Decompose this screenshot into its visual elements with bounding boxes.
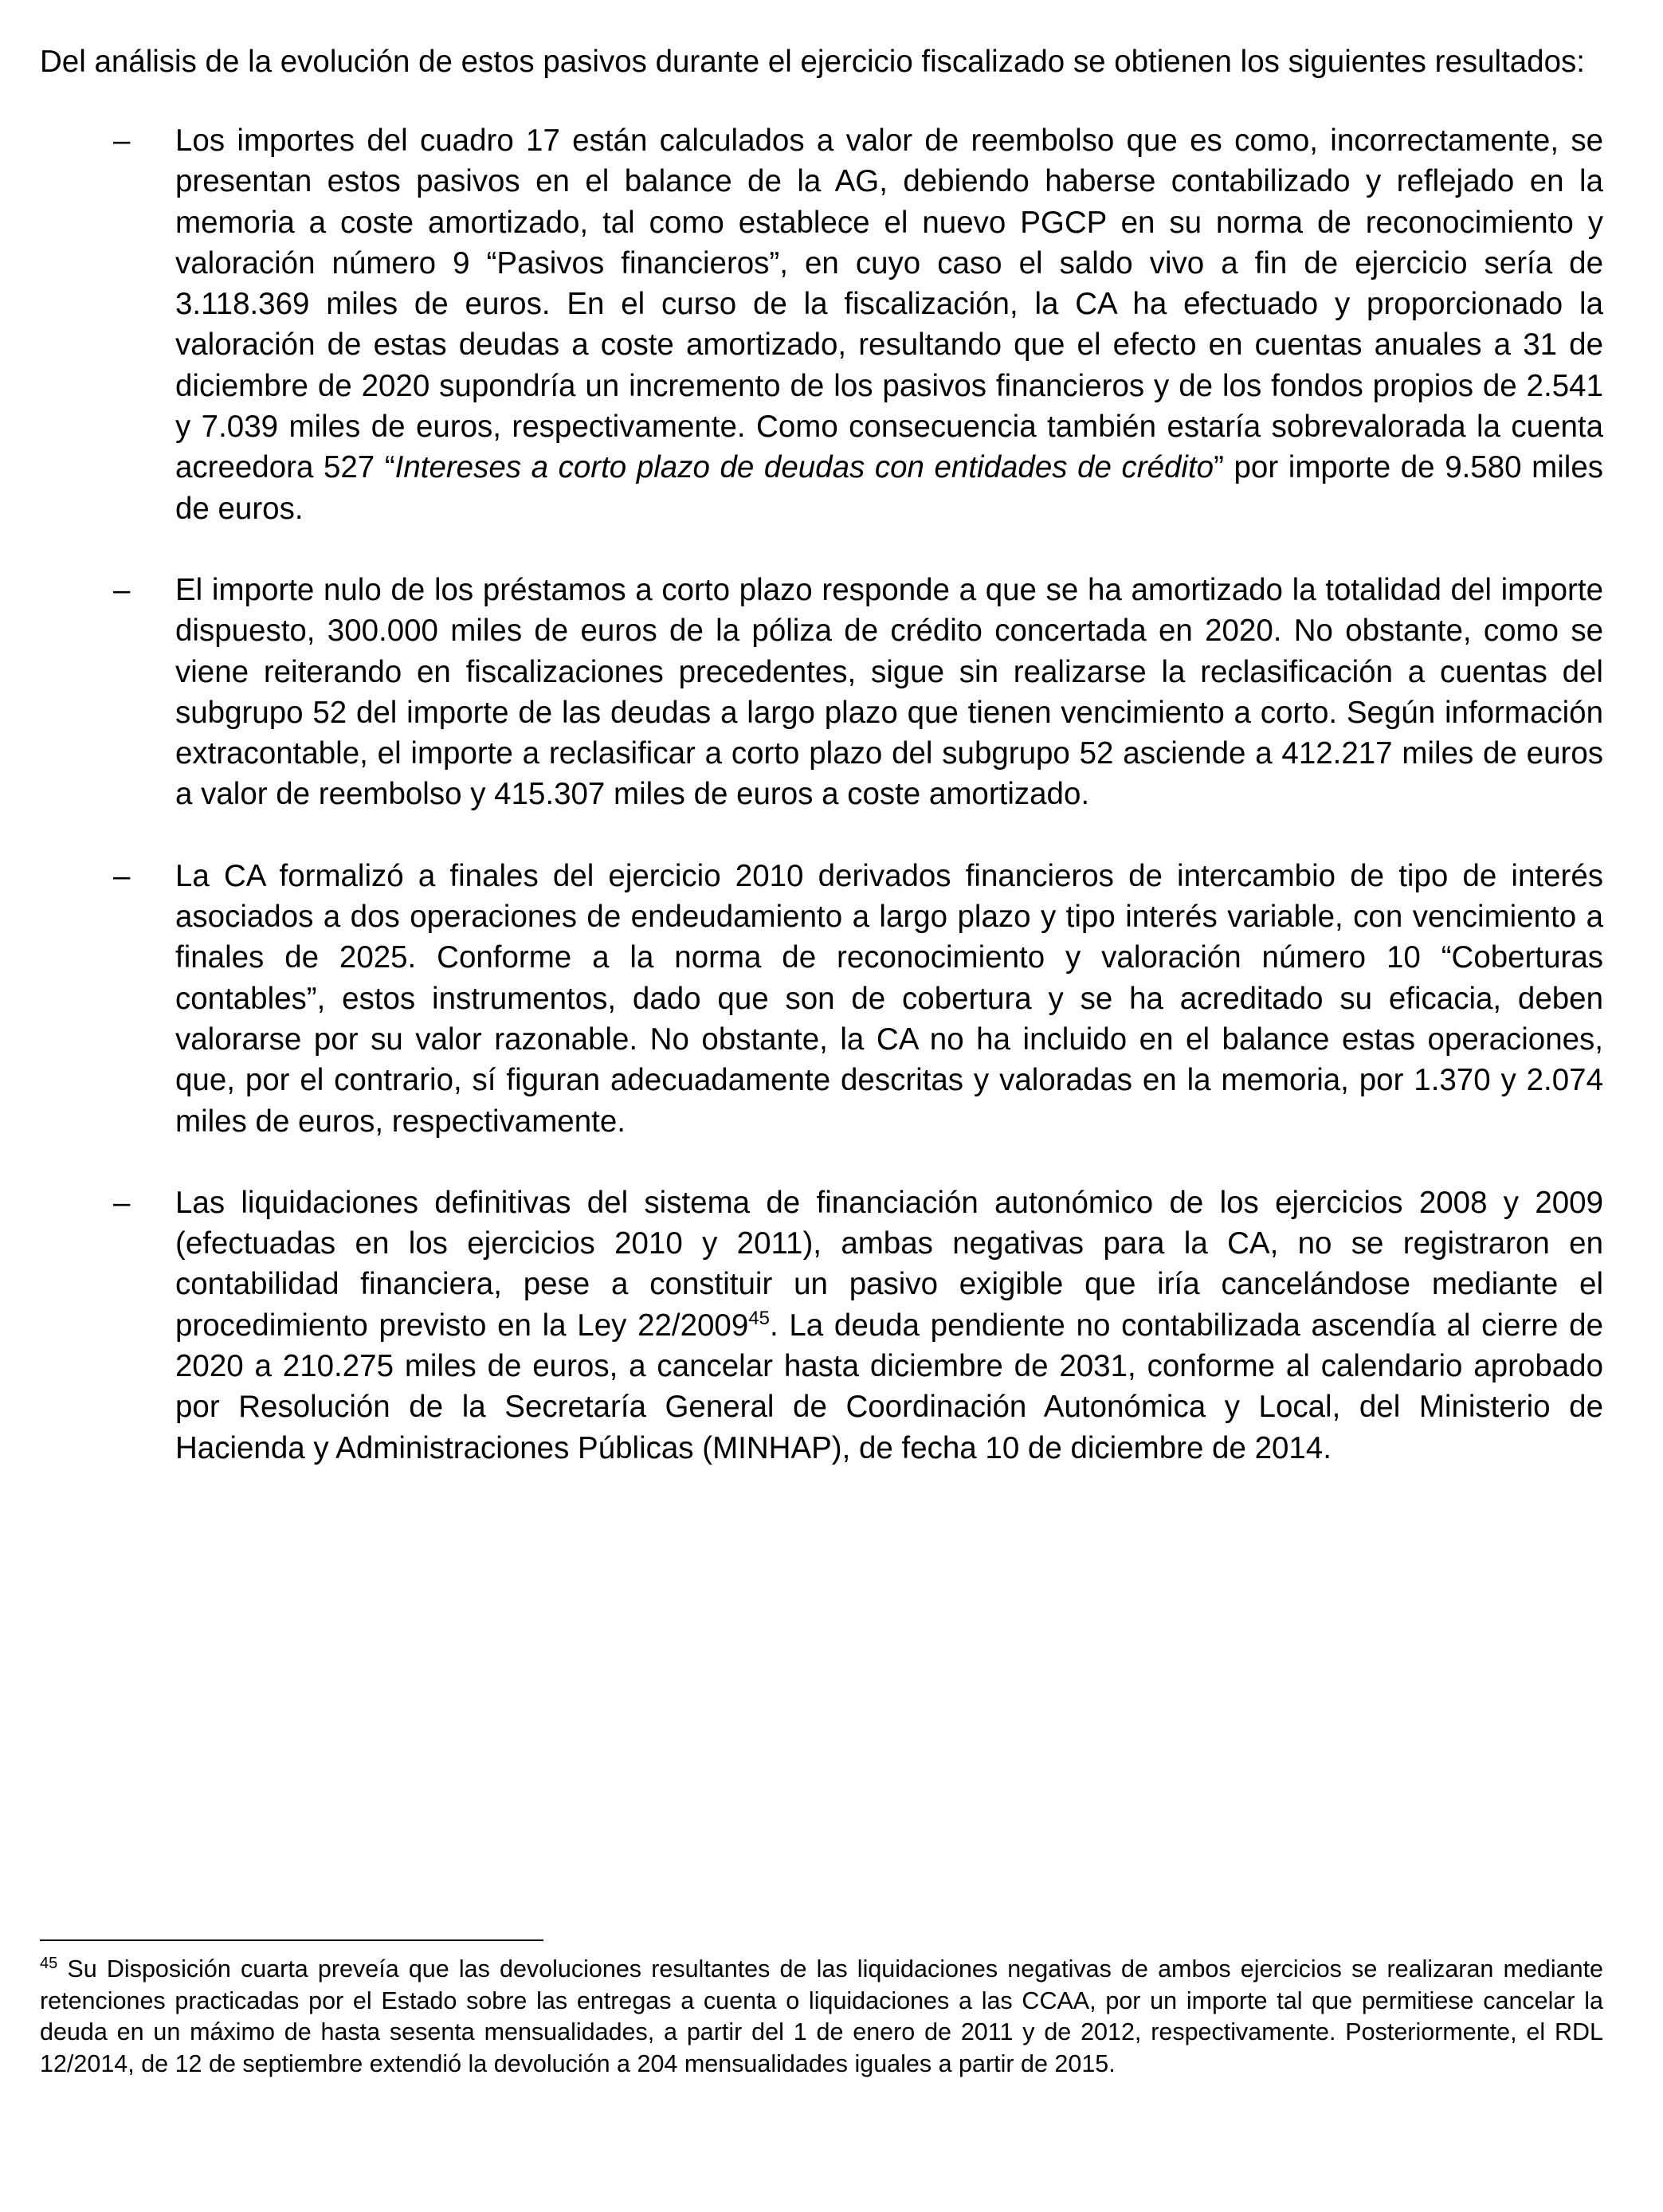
footnote-text: Su Disposición cuarta preveía que las devoluciones resultantes de las liquidaciones negativas de ambos ejercicios se realizaran mediante retenciones practicadas por el Estado sobre las entregas a cuenta o liquidaciones a las CCAA, por un importe tal que permitiese cancelar la deuda en un máximo de hasta sesenta mensualidades, a partir del 1 de enero de 2011 y de 2012, respectivamente. Posteriormente, el RDL 12/2014, de 12 de septiembre extendió la devolución a 204 mensualidades iguales a partir de 2015. bbox=[40, 1955, 1604, 2077]
list-item bbox=[40, 570, 1603, 815]
list-item bbox=[40, 1182, 1603, 1469]
footnote-separator bbox=[40, 1939, 543, 1941]
footnote bbox=[40, 1954, 1603, 2080]
intro-paragraph: Del análisis de la evolución de estos pasivos durante el ejercicio fiscalizado se obtienen los siguientes resultados: bbox=[40, 45, 1585, 79]
dash-bullet-icon: – bbox=[113, 124, 131, 158]
list-item bbox=[40, 120, 1603, 529]
footnote-number: 45 bbox=[40, 1954, 58, 1972]
bullet-text: La CA formalizó a finales del ejercicio 2010 derivados financieros de intercambio de tipo de interés asociados a dos operaciones de endeudamiento a largo plazo y tipo interés variable, con vencimiento a finales de 2025. Conforme a la norma de reconocimiento y valoración número 10 “Coberturas contables”, estos instrumentos, dado que son de cobertura y se ha acreditado su eficacia, deben valorarse por su valor razonable. No obstante, la CA no ha incluido en el balance estas operaciones, que, por el contrario, sí figuran adecuadamente descritas y valoradas en la memoria, por 1.370 y 2.074 miles de euros, respectivamente. bbox=[175, 858, 1603, 1139]
dash-bullet-icon: – bbox=[113, 572, 131, 607]
list-item bbox=[40, 856, 1603, 1142]
bullet-text: Los importes del cuadro 17 están calculados a valor de reembolso que es como, incorrectamente, se presentan estos pasivos en el balance de la AG, debiendo haberse contabilizado y reflejado en la memoria a coste amortizado, tal como establece el nuevo PGCP en su norma de reconocimiento y valoración número 9 “Pasivos financieros”, en cuyo caso el saldo vivo a fin de ejercicio sería de 3.118.369 miles de euros. En el curso de la fiscalización, la CA ha efectuado y proporcionado la valoración de estas deudas a coste amortizado, resultando que el efecto en cuentas anuales a 31 de diciembre de 2020 supondría un incremento de los pasivos financieros y de los fondos propios de 2.541 y 7.039 miles de euros, respectivamente. Como consecuencia también estaría sobrevalorada la cuenta acreedora 527 “ bbox=[175, 124, 1603, 485]
document-page bbox=[40, 41, 1603, 1509]
bullet-text: Las liquidaciones definitivas del sistema de financiación autonómico de los ejercicios 2008 y 2009 (efectuadas en los ejercicios 2010 y 2011), ambas negativas para la CA, no se registraron en contabilidad financiera, pese a constituir un pasivo exigible que iría cancelándose mediante el procedimiento previsto en la Ley 22/2009 bbox=[175, 1185, 1603, 1343]
bullet-italic-text: Intereses a corto plazo de deudas con entidades de crédito bbox=[394, 450, 1214, 485]
results-list bbox=[40, 120, 1603, 1469]
bullet-text: El importe nulo de los préstamos a corto plazo responde a que se ha amortizado la totalidad del importe dispuesto, 300.000 miles de euros de la póliza de crédito concertada en 2020. No obstante, como se viene reiterando en fiscalizaciones precedentes, sigue sin realizarse la reclasificación a cuentas del subgrupo 52 del importe de las deudas a largo plazo que tienen vencimiento a corto. Según información extracontable, el importe a reclasificar a corto plazo del subgrupo 52 asciende a 412.217 miles de euros a valor de reembolso y 415.307 miles de euros a coste amortizado. bbox=[175, 572, 1603, 812]
dash-bullet-icon: – bbox=[113, 1185, 131, 1220]
bullet-text-end: . La deuda pendiente no contabilizada ascendía al cierre de 2020 a 210.275 miles de euros, a cancelar hasta diciembre de 2031, conforme al calendario aprobado por Resolución de la Secretaría General de Coordinación Autonómica y Local, del Ministerio de Hacienda y Administraciones Públicas (MINHAP), de fecha 10 de diciembre de 2014. bbox=[175, 1308, 1603, 1465]
bullet-text-end: ” por importe de 9.580 miles de euros. bbox=[175, 450, 1603, 526]
dash-bullet-icon: – bbox=[113, 858, 131, 893]
footnote-reference[interactable]: 45 bbox=[748, 1307, 770, 1329]
